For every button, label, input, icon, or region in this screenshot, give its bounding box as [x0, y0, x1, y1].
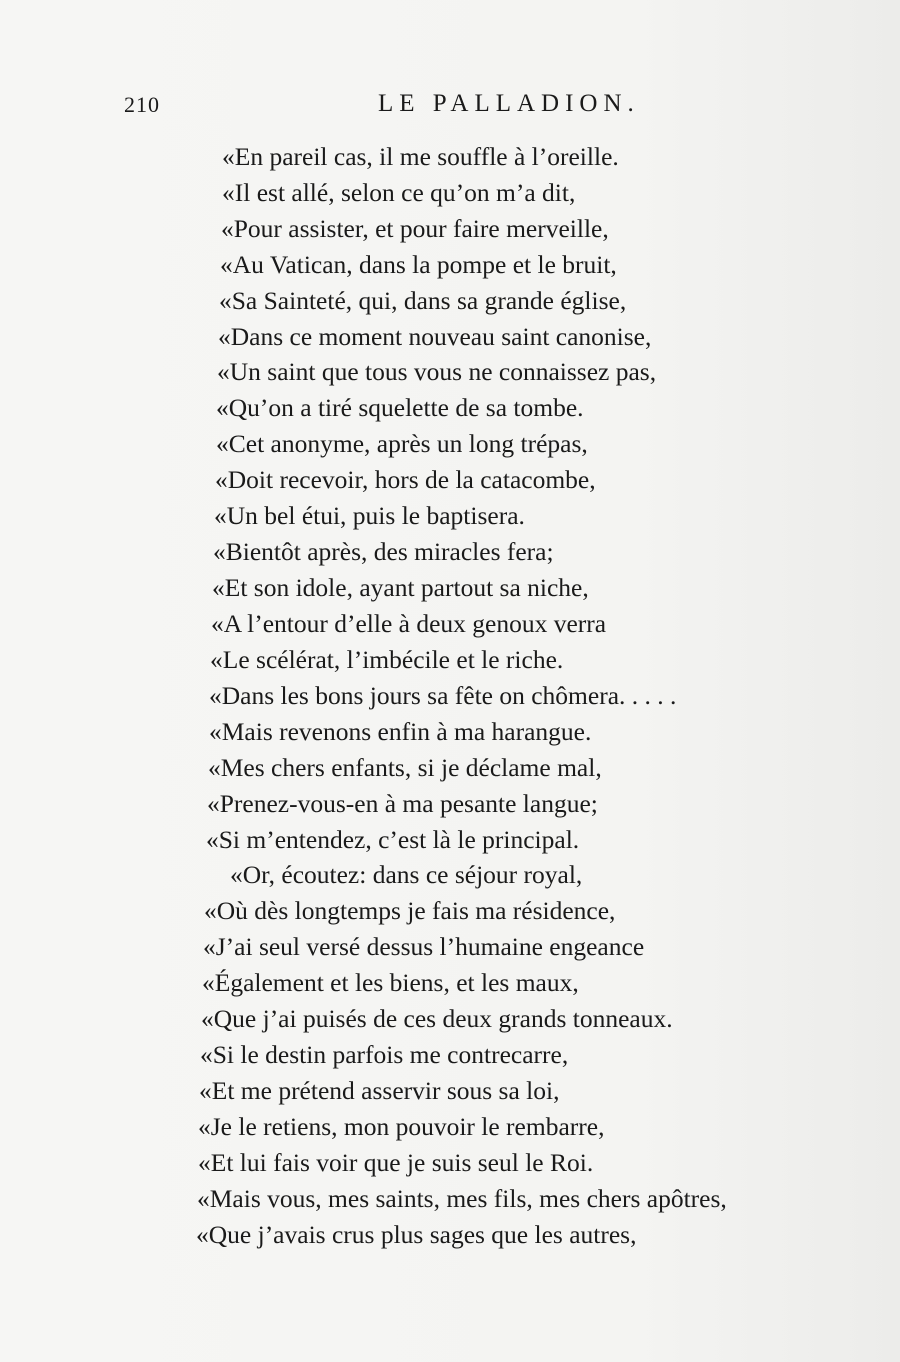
verse-line: «Cet anonyme, après un long trépas,: [216, 429, 588, 458]
verse-line: «Qu’on a tiré squelette de sa tombe.: [216, 393, 584, 422]
verse-line: «A l’entour d’elle à deux genoux verra: [211, 609, 607, 638]
verse-line: «Également et les biens, et les maux,: [202, 968, 579, 997]
verse-line: «Un bel étui, puis le baptisera.: [214, 501, 525, 530]
verse-line: «Doit recevoir, hors de la catacombe,: [215, 465, 596, 494]
verse-line: «Si le destin parfois me contrecarre,: [200, 1040, 569, 1069]
page-number: 210: [124, 92, 160, 117]
verse-line: «Que j’avais crus plus sages que les autres,: [196, 1220, 637, 1249]
verse-line: «Où dès longtemps je fais ma résidence,: [204, 896, 616, 925]
verse-line: «Dans ce moment nouveau saint canonise,: [218, 322, 652, 351]
verse-line: «Je le retiens, mon pouvoir le rembarre,: [198, 1112, 605, 1141]
verse-line: «Pour assister, et pour faire merveille,: [221, 214, 609, 243]
verse-line: «Mes chers enfants, si je déclame mal,: [208, 753, 602, 782]
verse-line: «Et me prétend asservir sous sa loi,: [199, 1076, 560, 1105]
verse-line: «Le scélérat, l’imbécile et le riche.: [210, 645, 564, 674]
verse-line: «Sa Sainteté, qui, dans sa grande église,: [219, 286, 627, 315]
verse-line: «Or, écoutez: dans ce séjour royal,: [230, 860, 583, 889]
verse-line: «Un saint que tous vous ne connaissez pas,: [217, 357, 657, 386]
verse-line: «Et son idole, ayant partout sa niche,: [212, 573, 589, 602]
verse-line: «Mais revenons enfin à ma harangue.: [209, 717, 592, 746]
running-title: LE PALLADION.: [378, 90, 640, 117]
verse-line: «Prenez-vous-en à ma pesante langue;: [207, 789, 598, 818]
verse-line: «En pareil cas, il me souffle à l’oreille.: [222, 142, 619, 171]
verse-line: «Que j’ai puisés de ces deux grands tonneaux.: [201, 1004, 673, 1033]
verse-line: «Et lui fais voir que je suis seul le Roi.: [198, 1148, 594, 1177]
verse-line: «Il est allé, selon ce qu’on m’a dit,: [222, 178, 576, 207]
verse-line: «Mais vous, mes saints, mes fils, mes chers apôtres,: [197, 1184, 727, 1213]
verse-line: «Dans les bons jours sa fête on chômera. . . . .: [209, 681, 677, 710]
verse-line: «Si m’entendez, c’est là le principal.: [206, 825, 580, 854]
verse-line: «Au Vatican, dans la pompe et le bruit,: [220, 250, 617, 279]
verse-line: «Bientôt après, des miracles fera;: [213, 537, 554, 566]
verse-line: «J’ai seul versé dessus l’humaine engeance: [203, 932, 645, 961]
